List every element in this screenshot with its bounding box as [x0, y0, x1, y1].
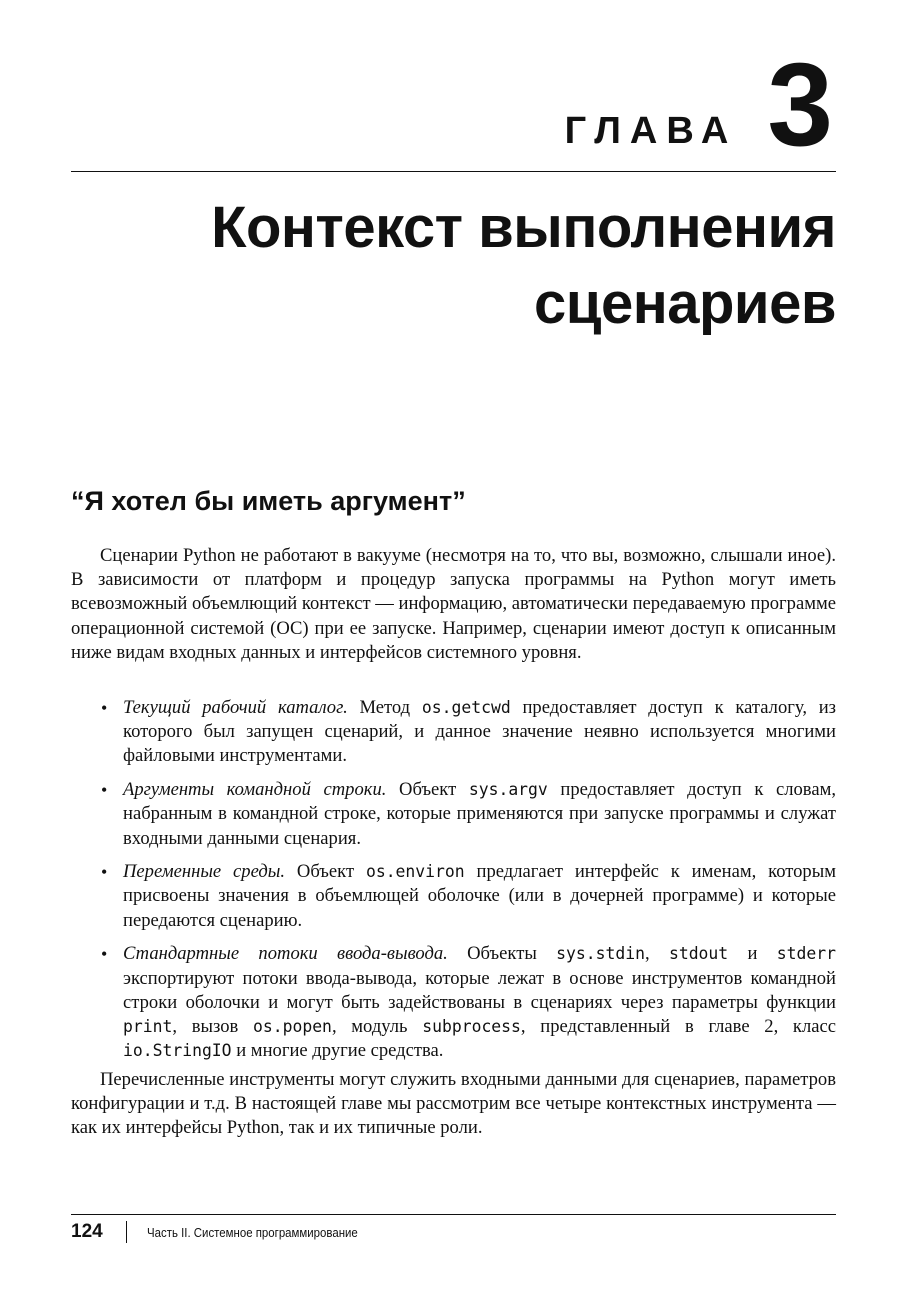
code-fragment: sys.stdin: [556, 944, 645, 964]
list-item-text: Объект: [285, 861, 366, 883]
code-fragment: stderr: [776, 944, 836, 964]
list-item-text: Объекты: [447, 943, 557, 965]
bullet-icon: •: [101, 862, 108, 883]
list-item-text: предоставляет доступ к каталогу, из которого был запущен сценарий, и данное значение неявно используется многими файловыми инструментами.: [123, 697, 836, 767]
context-tools-list: [71, 696, 836, 1073]
intro-paragraph: Сценарии Python не работают в вакууме (несмотря на то, что вы, возможно, слышали иное). В зависимости от платформ и процедур запуска программы на Python могут иметь всевозможный объемлющий контекст — информацию, автоматически передаваемую программе операционной системой (ОС) при ее запуске. Например, сценарии имеют доступ к описанным ниже видам входных данных и интерфейсов системного уровня.: [71, 545, 836, 663]
list-item-text: Объект: [386, 779, 469, 801]
list-item-text: экспортируют потоки ввода-вывода, которые лежат в основе инструментов командной строки оболочки и могут быть задействованы в сценариях через параметры функции: [123, 967, 836, 1013]
section-heading: “Я хотел бы иметь аргумент”: [71, 486, 466, 516]
list-item: [71, 778, 836, 851]
page-footer: [71, 1221, 386, 1243]
chapter-title-line1: Контекст выполнения: [211, 195, 836, 260]
chapter-word: ГЛАВА: [564, 110, 738, 153]
list-item-text: , вызов: [172, 1015, 253, 1037]
code-fragment: os.environ: [365, 862, 465, 882]
chapter-label: [564, 39, 833, 171]
list-item-text: и многие другие средства.: [231, 1040, 444, 1062]
code-fragment: print: [123, 1016, 173, 1036]
list-item-term: Аргументы командной строки.: [123, 779, 387, 801]
page-number: 124: [71, 1221, 103, 1242]
code-fragment: sys.argv: [468, 780, 548, 800]
list-item-text: и: [728, 943, 777, 965]
chapter-title-line2: сценариев: [534, 271, 836, 336]
code-fragment: io.StringIO: [123, 1041, 232, 1061]
code-fragment: os.getcwd: [421, 698, 511, 717]
footer-rule: [71, 1214, 836, 1215]
running-head: Часть II. Системное программирование: [146, 1224, 358, 1240]
bullet-icon: •: [101, 698, 108, 718]
list-item-text: предоставляет доступ к словам, набранным в командной строке, которые применяются при запуске программы и служат входными данными сценария.: [123, 779, 836, 849]
list-item-text: Метод: [347, 697, 422, 718]
list-item-text: ,: [644, 943, 669, 965]
list-item-term: Переменные среды.: [123, 861, 286, 883]
list-item-term: Текущий рабочий каталог.: [123, 697, 348, 718]
code-fragment: subprocess: [422, 1016, 521, 1036]
list-item: [71, 696, 836, 769]
bullet-icon: •: [101, 944, 108, 965]
closing-paragraph: Перечисленные инструменты могут служить входными данными для сценариев, параметров конфигурации и т.д. В настоящей главе мы рассмотрим все четыре контекстных инструмента — как их интерфейсы Python, так и их типичные роли.: [71, 1069, 836, 1139]
list-item-text: , модуль: [331, 1015, 423, 1037]
list-item-text: предлагает интерфейс к именам, которым присвоены значения в объемлющей оболочке (или в дочерней программе) и которые передаются сценарию.: [123, 861, 836, 931]
chapter-rule: [71, 171, 836, 172]
list-item-text: , представленный в главе 2, класс: [520, 1015, 837, 1037]
list-item: [71, 860, 836, 933]
chapter-number: 3: [767, 39, 833, 171]
code-fragment: stdout: [668, 944, 729, 964]
bullet-icon: •: [101, 780, 108, 801]
chapter-title: [71, 190, 836, 342]
list-item: [71, 942, 836, 1063]
footer-separator: [126, 1221, 127, 1243]
list-item-term: Стандартные потоки ввода-вывода.: [123, 943, 448, 965]
code-fragment: os.popen: [252, 1016, 332, 1036]
